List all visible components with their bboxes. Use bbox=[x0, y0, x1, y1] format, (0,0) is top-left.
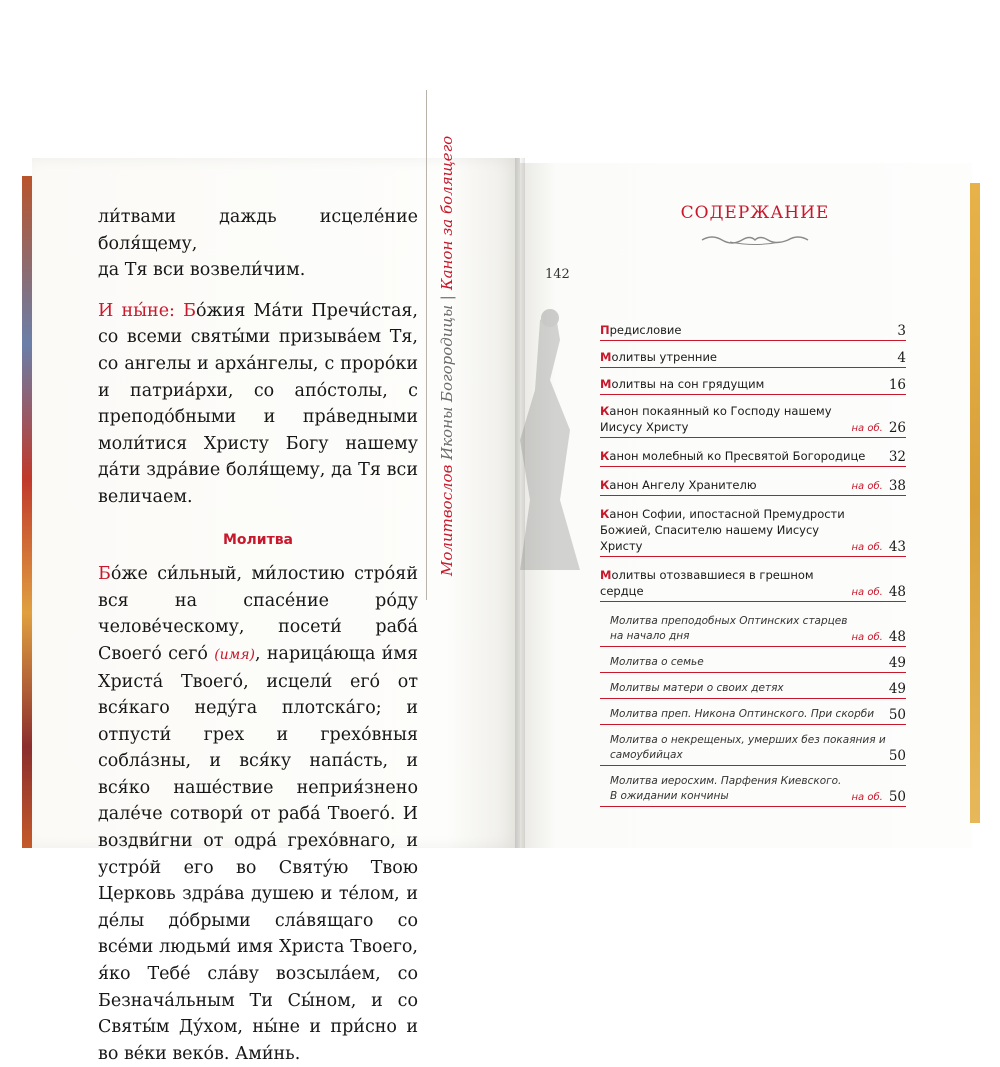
running-head-part1: Молитвослов bbox=[438, 464, 456, 576]
toc-title-rest: анон Ангелу Хранителю bbox=[609, 478, 757, 492]
toc-title-rest: олитвы отозвавшиеся в грешном сердце bbox=[600, 568, 814, 598]
toc-page-number: 43 bbox=[888, 539, 906, 555]
toc-sub-entry bbox=[600, 707, 906, 725]
toc-on-back-note: на об. bbox=[851, 542, 883, 553]
toc-page-number: 49 bbox=[888, 681, 906, 697]
toc-on-back-note: на об. bbox=[851, 632, 883, 643]
toc-title-rest: олитвы утренние bbox=[611, 350, 717, 364]
toc-entry-title bbox=[600, 403, 852, 437]
toc-sub-title: Молитва иеросхим. Парфения Киевского. В ожидании кончины bbox=[610, 775, 842, 802]
running-head-rule bbox=[426, 90, 427, 600]
toc-page-number: 50 bbox=[888, 707, 906, 723]
prayer-paragraph-theotokion bbox=[98, 298, 418, 511]
section-heading: Молитва bbox=[222, 531, 294, 548]
toc-sub-title: Молитвы матери о своих детях bbox=[610, 682, 784, 694]
toc-entry bbox=[600, 376, 906, 395]
prayer-paragraph-main bbox=[98, 561, 418, 1067]
toc-title-rest: редисловие bbox=[609, 323, 682, 337]
prayer-line: ли́твами даждь исцеле́ние боля́щему, bbox=[98, 207, 418, 254]
name-placeholder: (имя) bbox=[214, 646, 256, 663]
toc-entry bbox=[600, 403, 906, 438]
toc-page-number: 49 bbox=[888, 655, 906, 671]
toc-page-number: 48 bbox=[888, 629, 906, 645]
toc-sub-entry bbox=[600, 655, 906, 673]
prayer-line: да Тя вси возвели́чим. bbox=[98, 260, 306, 281]
toc-page-number: 32 bbox=[888, 449, 906, 465]
toc-entry bbox=[600, 322, 906, 341]
toc-entry-title bbox=[600, 567, 852, 601]
toc-page-number: 50 bbox=[888, 789, 906, 805]
toc-initial: М bbox=[600, 350, 612, 364]
toc-entry bbox=[600, 448, 906, 467]
toc-initial: М bbox=[600, 377, 612, 391]
toc-title-rest: анон Софии, ипостасной Премудрости Божией, Спасителю нашему Иисусу Христу bbox=[600, 507, 845, 553]
toc-entry bbox=[600, 567, 906, 602]
toc-on-back-note: на об. bbox=[851, 481, 883, 492]
toc-title-rest: анон покаянный ко Господу нашему Иисусу Христу bbox=[600, 404, 832, 434]
toc-initial: К bbox=[600, 507, 610, 521]
toc-on-back-note: на об. bbox=[851, 423, 883, 434]
toc-initial: К bbox=[600, 478, 610, 492]
toc-page-number: 48 bbox=[888, 584, 906, 600]
toc-entry-title bbox=[600, 376, 889, 394]
toc-page-number: 3 bbox=[897, 323, 906, 339]
toc-page-number: 4 bbox=[897, 350, 906, 366]
toc-sub-title: Молитва преп. Никона Оптинского. При скорби bbox=[610, 708, 875, 720]
book-edge-right bbox=[970, 183, 980, 823]
toc-page-number: 50 bbox=[888, 748, 906, 764]
left-page-text bbox=[98, 204, 418, 1067]
toc-initial: М bbox=[600, 568, 612, 582]
faded-illustration bbox=[500, 300, 590, 580]
page-number: 142 bbox=[545, 267, 570, 282]
toc-sub-entry bbox=[600, 681, 906, 699]
toc-sub-entry bbox=[600, 774, 906, 807]
toc-on-back-note: на об. bbox=[851, 792, 883, 803]
toc-initial: К bbox=[600, 404, 610, 418]
paragraph-body-b: , нарица́юща и́мя Христа́ Твоего́, исцели́ его́ от вся́каго неду́га плотска́го; и отпусти́ грех и грехо́вныя собла́зны, и вся́ку напа́сть, и вся́ко наше́ствие неприя́знено дале́че сотвори́ от раба́ Твоего́. И воздви́гни от одра́ грехо́внаго, и устро́й его во Святу́ю Твою Церковь здра́ва душею и те́лом, и де́лы до́брыми сла́вящаго со все́ми людьми́ имя Христа Твоего, я́ко Тебе́ сла́ву возсыла́ем, со Безнача́льным Ти Сы́ном, и со Святы́м Ду́хом, ны́не и при́сно и во ве́ки веко́в. Ами́нь. bbox=[98, 643, 418, 1064]
drop-letter: Б bbox=[183, 300, 197, 321]
drop-letter: Б bbox=[98, 564, 111, 585]
toc-page-number: 38 bbox=[888, 478, 906, 494]
toc-entry-title bbox=[600, 448, 889, 466]
toc-page-number: 26 bbox=[888, 420, 906, 436]
table-of-contents bbox=[600, 322, 906, 815]
toc-entry bbox=[600, 477, 906, 496]
toc-sub-entry bbox=[600, 733, 906, 766]
toc-sub-entry bbox=[600, 614, 906, 647]
paragraph-body: о́жия Ма́ти Пречи́стая, со всеми святы́ми призыва́ем Тя, со ангелы и арха́нгелы, с проро́ки и патриа́рхи, со апо́столы, с преподо́бными и пра́ведными моли́тися Христу Богу нашему да́ти здра́вие боля́щему, да Тя вси величаем. bbox=[98, 300, 418, 507]
toc-entry-title bbox=[600, 349, 897, 367]
toc-sub-title: Молитва преподобных Оптинских старцев на начало дня bbox=[610, 615, 848, 642]
running-head-part2: Иконы Богородицы bbox=[438, 304, 456, 460]
toc-entry-title bbox=[600, 477, 852, 495]
toc-page-number: 16 bbox=[888, 377, 906, 393]
toc-title: СОДЕРЖАНИЕ bbox=[680, 203, 830, 223]
toc-on-back-note: на об. bbox=[851, 587, 883, 598]
toc-entry-title bbox=[600, 506, 852, 556]
toc-sub-title: Молитва о некрещеных, умерших без покаяния и самоубийцах bbox=[610, 734, 886, 761]
running-head: Молитвослов Иконы Богородицы | Канон за болящего bbox=[438, 136, 456, 576]
running-head-part3: Канон за болящего bbox=[438, 136, 456, 291]
ornament-divider bbox=[700, 233, 810, 247]
toc-initial: К bbox=[600, 449, 610, 463]
toc-initial: П bbox=[600, 323, 610, 337]
paragraph-body-a: о́же си́льный, ми́лостию стро́яй вся на спасе́ние ро́ду челове́ческому, посети́ раба́ Своего́ сего́ bbox=[98, 564, 418, 664]
rubric-i-nyne: И ны́не: bbox=[98, 300, 175, 321]
toc-entry-title bbox=[600, 322, 897, 340]
toc-title-rest: анон молебный ко Пресвятой Богородице bbox=[609, 449, 866, 463]
toc-sub-title: Молитва о семье bbox=[610, 656, 704, 668]
toc-entry bbox=[600, 349, 906, 368]
toc-title-rest: олитвы на сон грядущим bbox=[611, 377, 765, 391]
toc-entry bbox=[600, 506, 906, 557]
